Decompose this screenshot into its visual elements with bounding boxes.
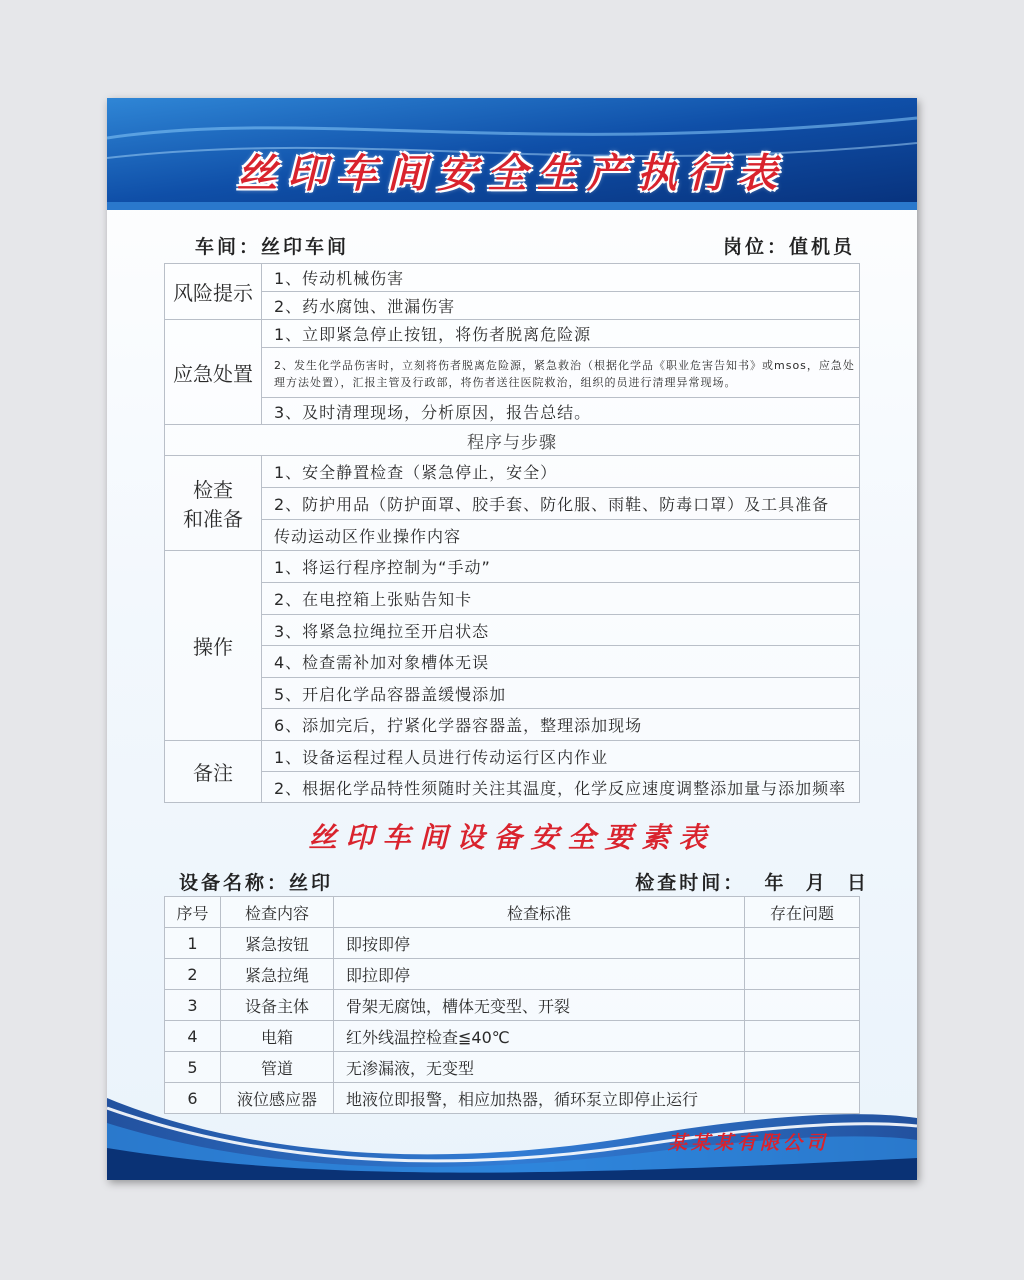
main-title: 丝印车间安全生产执行表 bbox=[237, 150, 787, 197]
emergency-item: 3、及时清理现场，分析原因，报告总结。 bbox=[262, 398, 860, 425]
check-item: 1、安全静置检查（紧急停止，安全） bbox=[262, 456, 860, 488]
table-row bbox=[165, 928, 860, 959]
emergency-item: 2、发生化学品伤害时，立刻将伤者脱离危险源，紧急救治（根据化学品《职业危害告知书》或msos，应急处理方法处置），汇报主管及行政部，将伤者送往医院救治，组织的员进行清理异常现场。 bbox=[262, 348, 860, 398]
row-standard: 骨架无腐蚀，槽体无变型、开裂 bbox=[334, 990, 745, 1021]
row-no: 3 bbox=[165, 990, 221, 1021]
emergency-category: 应急处置 bbox=[165, 320, 262, 425]
check-item: 传动运动区作业操作内容 bbox=[262, 520, 860, 551]
remarks-category: 备注 bbox=[165, 741, 262, 803]
row-no: 1 bbox=[165, 928, 221, 959]
check-category bbox=[165, 456, 262, 551]
post-label: 岗位：值机员 bbox=[722, 236, 855, 258]
check-item: 2、防护用品（防护面罩、胶手套、防化服、雨鞋、防毒口罩）及工具准备 bbox=[262, 488, 860, 520]
subtitle: 丝印车间设备安全要素表 bbox=[308, 821, 716, 854]
operation-item: 6、添加完后，拧紧化学器容器盖，整理添加现场 bbox=[262, 709, 860, 741]
row-standard: 即拉即停 bbox=[334, 959, 745, 990]
row-item: 管道 bbox=[221, 1052, 334, 1083]
row-no: 6 bbox=[165, 1083, 221, 1114]
row-item: 液位感应器 bbox=[221, 1083, 334, 1114]
remarks-item: 1、设备运程过程人员进行传动运行区内作业 bbox=[262, 741, 860, 772]
equipment-row bbox=[179, 868, 869, 895]
workshop-label: 车间：丝印车间 bbox=[195, 236, 350, 258]
operation-item: 4、检查需补加对象槽体无误 bbox=[262, 646, 860, 678]
operation-category: 操作 bbox=[165, 551, 262, 741]
remarks-item: 2、根据化学品特性须随时关注其温度，化学反应速度调整添加量与添加频率 bbox=[262, 772, 860, 803]
header-item: 检查内容 bbox=[221, 897, 334, 928]
risk-item: 1、传动机械伤害 bbox=[262, 264, 860, 292]
row-standard: 地液位即报警，相应加热器，循环泵立即停止运行 bbox=[334, 1083, 745, 1114]
row-item: 紧急拉绳 bbox=[221, 959, 334, 990]
safety-procedure-table bbox=[164, 263, 860, 803]
row-item: 紧急按钮 bbox=[221, 928, 334, 959]
header-standard: 检查标准 bbox=[334, 897, 745, 928]
row-no: 4 bbox=[165, 1021, 221, 1052]
row-issue bbox=[745, 959, 860, 990]
header-issue: 存在问题 bbox=[745, 897, 860, 928]
operation-item: 2、在电控箱上张贴告知卡 bbox=[262, 583, 860, 615]
row-issue bbox=[745, 928, 860, 959]
row-issue bbox=[745, 990, 860, 1021]
header-no: 序号 bbox=[165, 897, 221, 928]
row-no: 2 bbox=[165, 959, 221, 990]
operation-item: 3、将紧急拉绳拉至开启状态 bbox=[262, 615, 860, 646]
risk-item: 2、药水腐蚀、泄漏伤害 bbox=[262, 292, 860, 320]
table-row bbox=[165, 1021, 860, 1052]
operation-item: 1、将运行程序控制为“手动” bbox=[262, 551, 860, 583]
row-item: 设备主体 bbox=[221, 990, 334, 1021]
row-issue bbox=[745, 1021, 860, 1052]
risk-category: 风险提示 bbox=[165, 264, 262, 320]
equipment-label: 设备名称：丝印 bbox=[179, 872, 334, 894]
emergency-item: 1、立即紧急停止按钮，将伤者脱离危险源 bbox=[262, 320, 860, 348]
check-category-line: 检查 bbox=[193, 478, 233, 502]
row-standard: 无渗漏液，无变型 bbox=[334, 1052, 745, 1083]
table-row bbox=[165, 959, 860, 990]
row-no: 5 bbox=[165, 1052, 221, 1083]
workshop-post-row bbox=[195, 232, 855, 259]
check-category-line: 和准备 bbox=[183, 507, 243, 531]
poster bbox=[107, 98, 917, 1180]
procedure-header: 程序与步骤 bbox=[165, 425, 860, 456]
row-standard: 红外线温控检查≦40℃ bbox=[334, 1021, 745, 1052]
row-standard: 即按即停 bbox=[334, 928, 745, 959]
check-time-label: 检查时间： 年 月 日 bbox=[635, 872, 869, 894]
operation-item: 5、开启化学品容器盖缓慢添加 bbox=[262, 678, 860, 709]
row-item: 电箱 bbox=[221, 1021, 334, 1052]
company-name: 某某某有限公司 bbox=[667, 1132, 829, 1154]
table-row bbox=[165, 990, 860, 1021]
